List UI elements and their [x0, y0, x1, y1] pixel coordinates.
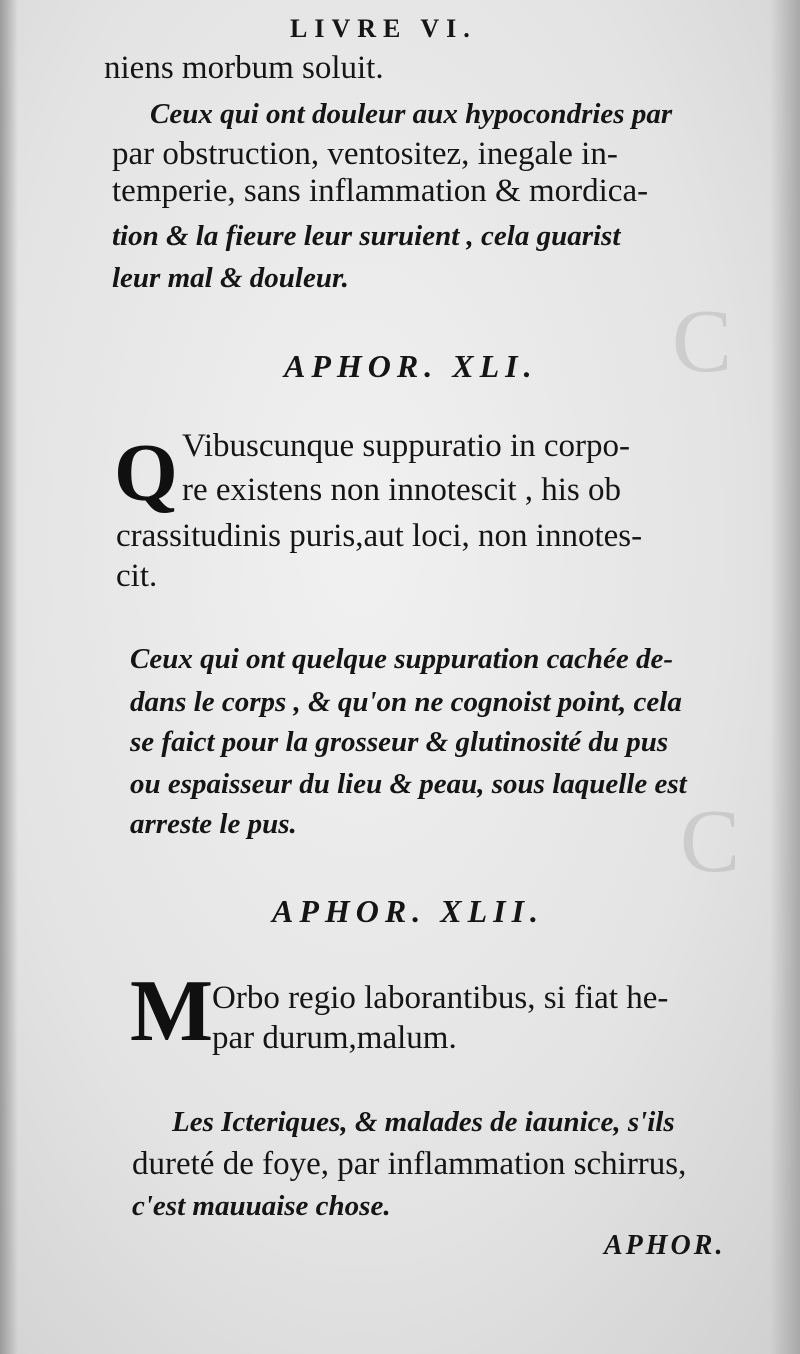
aphorism-text-line: re existens non innotescit , his ob [182, 472, 622, 508]
aphorism-text-line: par durum,malum. [212, 1020, 457, 1056]
commentary-line: ou espaisseur du lieu & peau, sous laquelle est [130, 768, 687, 800]
aphorism-heading: APHOR. XLII. [272, 893, 545, 929]
commentary-line: tion & la fieure leur suruient , cela guarist [112, 220, 621, 252]
running-header: LIVRE VI. [290, 14, 477, 43]
bleed-through-letter: C [672, 292, 733, 391]
commentary-line: par obstruction, ventositez, inegale in- [112, 136, 618, 172]
commentary-line: c'est mauuaise chose. [132, 1190, 391, 1222]
aphorism-text-line: crassitudinis puris,aut loci, non innotes- [116, 518, 643, 554]
commentary-line: Ceux qui ont douleur aux hypocondries par [150, 98, 673, 130]
commentary-line: Les Icteriques, & malades de iaunice, s'ils [172, 1106, 675, 1138]
aphorism-heading: APHOR. XLI. [284, 348, 538, 384]
commentary-line: leur mal & douleur. [112, 262, 349, 294]
commentary-line: se faict pour la grosseur & glutinosité du pus [130, 726, 669, 758]
commentary-line: dans le corps , & qu'on ne cognoist point, cela [130, 686, 682, 718]
drop-cap-initial: M [130, 963, 214, 1060]
commentary-line: arreste le pus. [130, 808, 297, 840]
commentary-line: Ceux qui ont quelque suppuration cachée de- [130, 643, 673, 675]
commentary-line: temperie, sans inflammation & mordica- [112, 173, 649, 209]
aphorism-text-line: cit. [116, 558, 158, 594]
catchword: APHOR. [604, 1230, 726, 1261]
continued-text-line: niens morbum soluit. [104, 50, 384, 86]
drop-cap-initial: Q [114, 427, 178, 518]
commentary-line: dureté de foye, par inflammation schirrus, [132, 1146, 687, 1182]
bleed-through-letter: C [680, 792, 741, 891]
aphorism-text-line: Orbo regio laborantibus, si fiat he- [212, 980, 669, 1016]
aphorism-text-line: Vibuscunque suppuratio in corpo- [182, 428, 631, 464]
